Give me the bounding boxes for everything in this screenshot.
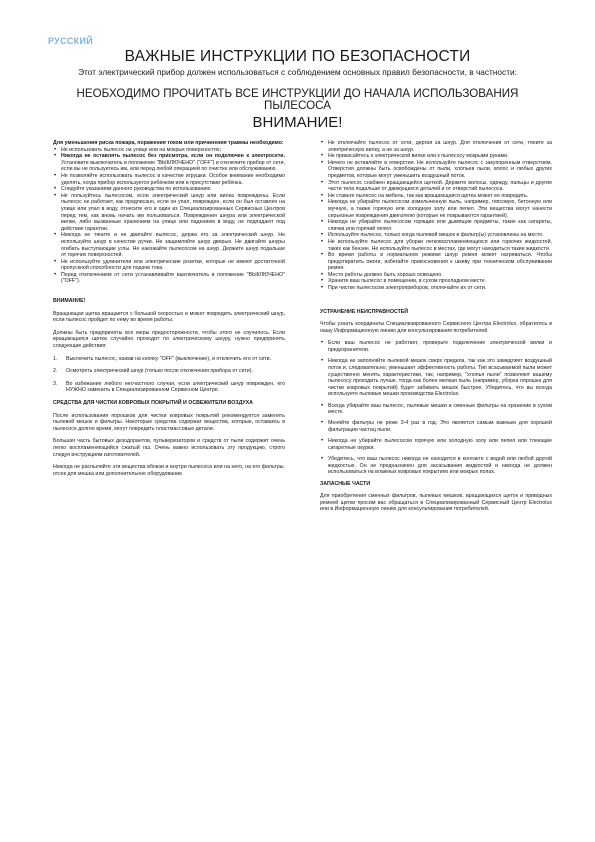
list-item: • Место работы должно быть хорошо освещено. [320,272,552,279]
list-item: • При чистке пылесосом электроприборов, отключайте их от сети. [320,285,552,292]
list-item [53,193,285,233]
language-label: РУССКИЙ [48,36,94,46]
list-item [53,259,285,272]
step-item [53,356,285,363]
list-item [53,232,285,258]
list-item: • Никогда не убирайте пылесосом горящие или дымящие предметы, такие как сигареты, спички или горячий пепел. [320,219,552,232]
list-item: • Если ваш пылесос не работает, проверьте подключение электрической вилки и предохранители. [320,340,552,353]
item-text: Не используйте удлинители или электрические розетки, которые не имеют достаточной пропускной способности для подачи тока. [61,258,285,272]
list-item: • Никогда не убирайте пылесосом горячую или холодную золу или пепел или тлеющие сигаретные окурки. [320,438,552,451]
list-item: • Храните ваш пылесос в помещении, в сухом прохладном месте. [320,278,552,285]
list-item: • Не отключайте пылесос от сети, дергая за шнур. Для отключения от сети, тяните за электрическую вилку, а не за шнур. [320,140,552,153]
item-text: Следуйте указаниям данного руководства по использованию. [61,186,212,193]
right-column [320,140,552,519]
carpet-paragraph: Большая часть бытовых дезодорантов, пульверизаторов и средств от пыли содержит очень легко воспламеняющийся сжатый газ. Очень важно использовать эту продукцию, строго следуя инструкциям изготовителей. [53,438,285,458]
list-item: • Не используйте пылесос для уборки легковоспламеняющихся или горючих жидкостей, таких как бензин. Не используйте пылесос в местах, где могут находиться такие жидкости. [320,239,552,252]
list-item [53,186,285,193]
step-text: Осмотреть электрический шнур (только после отключения прибора от сети). [66,368,253,375]
list-item: • Меняйте фильтры не реже 3-4 раз в год. Это является самым важным для хорошей фильтрации частиц пыли. [320,420,552,433]
spare-parts-paragraph: Для приобретения сменных фильтров, пылевых мешков, вращающихся щеток и приводных ремней щетки просим вас обращаться в Специализированный Сервисный Центр Electrolux или в Информационную линию для консультирования потребителей. [320,493,552,513]
spare-parts-heading: ЗАПАСНЫЕ ЧАСТИ [320,480,371,487]
item-text: Не использовать пылесос на улице или на мокрых поверхностях; [61,146,221,153]
step-number: 1. [53,355,58,362]
list-item: • Убедитесь, что ваш пылесос никогда не находится в контакте с водой или любой другой жидкостью. Он не предназначен для засасывания жидкостей и никогда не должен использоваться на влажных ковровых покрытиях или мокрых полах. [320,456,552,476]
steps-list [53,356,285,394]
carpet-paragraph: Никогда не распыляйте эти вещества вблизи и внутри пылесоса или на него, на его фильтры, отсек для мешка или дополнительное оборудование. [53,464,285,477]
list-item [53,272,285,285]
intro-text: Для уменьшения риска пожара, поражения током или причинения травмы необходимо: [53,140,284,146]
item-text: Не позволяйте использовать пылесос в качестве игрушки. Особое внимание необходимо уделять, когда прибор используется ребёнком или в присутствии ребёнка. [61,172,285,186]
warning-heading: ВНИМАНИЕ! [53,298,86,305]
item-bold: Никогда не оставлять пылесос без присмотра, если он подключен к электросети. [61,153,285,160]
list-item: • Никогда не заполняйте пылевой мешок сверх предела, так как это замедляет воздушный поток и, следовательно, уменьшает эффективность работы. Тип всасываемой пыли может существенно менять характеристики, так, например, "хлопья пыли" позволяют вашему пылесосу проходить лучше, тогда как более мелкая пыль (например, уборка порошка для чистки ковровых покрытий) будет забивать мешок быстрее. Убедитесь, что вы всегда используете пылевые мешки производства Electrolux. [320,358,552,398]
item-text: Не пользуйтесь пылесосом, если электрический шнур или вилка повреждены. Если пылесос не работает, как предписано, если он упал, поврежден, если он был оставлен на улице или упал в воду, отнесите его в один из Специализированных Сервисных Центров перед тем, как вновь начать им пользоваться. Повреждения шнура или электрической вилки, либо вызванные хранением на улице или падением в воду, не подпадают под действие гарантии. [61,192,285,232]
page-subtitle: Этот электрический прибор должен использоваться с соблюдением основных правил безопасности, в частности: [78,67,517,77]
step-text: Выключить пылесос, нажав на кнопку "OFF" (выключение), и отключить его от сети. [66,355,272,362]
list-item: • Этот пылесос снабжен вращающейся щеткой. Держите волосы, одежду, пальцы и другие части тела подальше от движущихся деталей и от отверстий пылесоса. [320,180,552,193]
list-item [53,173,285,186]
troubleshooting-list [320,340,552,476]
page-title: ВАЖНЫЕ ИНСТРУКЦИИ ПО БЕЗОПАСНОСТИ [124,48,471,65]
troubleshooting-paragraph: Чтобы узнать координаты Специализированного Сервисного Центра Electrolux, обратитесь в нашу Информационную линию для консультирования потребителей. [320,321,552,334]
list-item [53,153,285,173]
item-text: Установите выключатель в положение "ВЫКЛЮЧЕНО" ("OFF") и отключите прибор от сети, если вы не пользуетесь им, или перед любой операцией по очистке или обслуживанию. [61,159,285,173]
step-item [53,381,285,394]
list-item: • Во время работы в нормальном режиме шнур ремня может нагреваться. Чтобы предотвратить ожоги, избегайте прикосновения к шкиву при техническом обслуживании ремня. [320,252,552,272]
list-item: • Не ставьте пылесос на мебель, так как вращающаяся щетка может ее повредить. [320,193,552,200]
safety-list-continued [320,140,552,292]
warning-paragraph: Должны быть предприняты все меры предосторожности, чтобы этого не случилось. Если вращающаяся щетка случайно проходит по электрическому шнуру, нужно предпринять следующие действия: [53,329,285,350]
list-item: • Всегда убирайте ваш пылесос, пылевые мешки и сменные фильтры на хранение в сухом месте. [320,403,552,416]
warning-paragraph: Вращающая щетка вращается с большой скоростью и может повредить электрический шнур, если пылесос пройдет по нему во время работы. [53,310,285,324]
step-item [53,368,285,375]
attention-heading: ВНИМАНИЕ! [252,114,343,131]
list-item: • Не прикасайтесь к электрической вилке или к пылесосу мокрыми руками. [320,153,552,160]
step-number: 2. [53,368,58,375]
step-text: Во избежание любого несчастного случая, если электрический шнур поврежден, его НУЖНО заменить в Специализированном Сервисном Центре. [66,380,285,394]
carpet-heading: СРЕДСТВА ДЛЯ ЧИСТКИ КОВРОВЫХ ПОКРЫТИЙ И ОСВЕЖИТЕЛИ ВОЗДУХА [53,400,253,406]
item-text: Перед отключением от сети устанавливайте выключатель в положение "ВЫКЛЮЧЕНО" ("OFF"). [61,271,285,285]
must-read-notice: НЕОБХОДИМО ПРОЧИТАТЬ ВСЕ ИНСТРУКЦИИ ДО НАЧАЛА ИСПОЛЬЗОВАНИЯ ПЫЛЕСОСА [76,87,519,112]
step-number: 3. [53,380,58,387]
carpet-paragraph: После использования порошков для чистки ковровых покрытий рекомендуется заменять пылевой мешок и фильтры. Некоторые средства содержат вещества, которые, оставаясь в пылесосе долгое время, могут повредить пластмассовые детали. [53,412,285,432]
troubleshooting-heading: УСТРАНЕНИЕ НЕИСПРАВНОСТЕЙ [320,308,409,315]
item-text: Никогда не тяните и не двигайте пылесос, держа его за электрический шнур. Не используйте шнур в качестве ручки. Не защемляйте шнур дверью. Не двигайте шнуры огибать выступающие углы. Не наезжайте пылесосом на шнур. Держите шнур подальше от горячих поверхностей. [61,232,285,259]
left-column [53,140,285,483]
list-item: • Используйте пылесос, только когда пылевой мешок и фильтр(ы) установлены на место. [320,232,552,239]
list-item: • Никогда не убирайте пылесосом измельченную пыль, например, гипсовую, бетонную или мучную, а также горячую или холодную золу или пепел. Эти вещества могут нанести серьезные повреждения двигателю (которые не покрываются гарантией). [320,199,552,219]
list-item: • Ничего не вставляйте в отверстия. Не используйте пылесос с закупоренным отверстием. Отверстия должны быть освобождены от пыли, хлопьев пыли, волос и любых других предметов, которые могут уменьшить воздушный поток. [320,160,552,180]
safety-list [53,147,285,285]
